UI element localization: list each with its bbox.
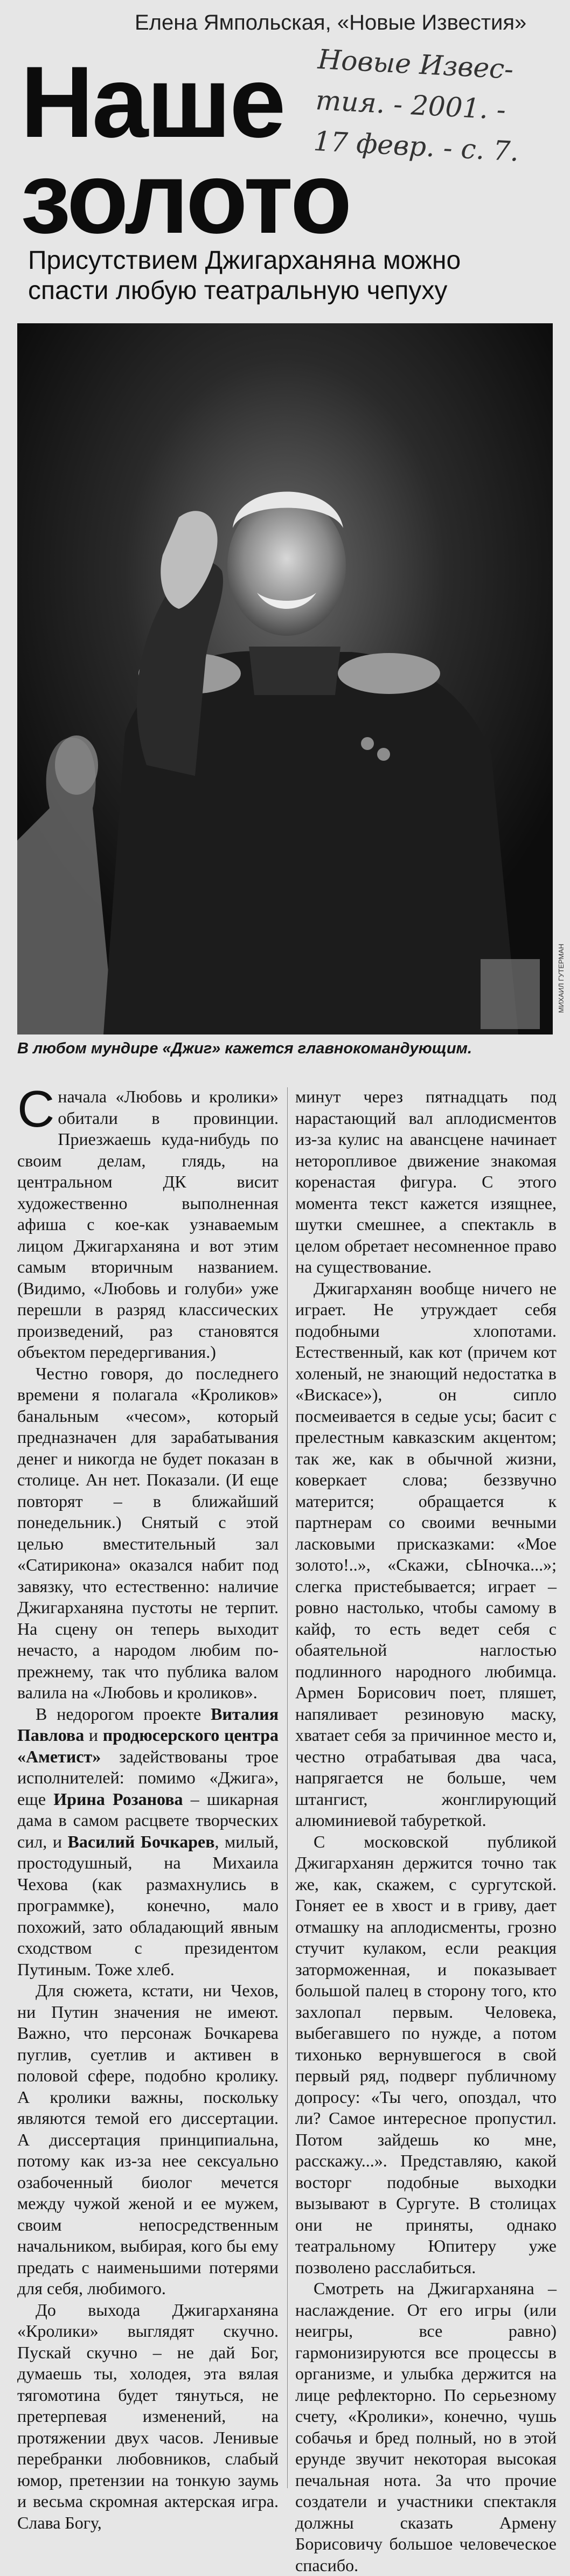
- bold-name: продюсерского центра «Аметист»: [17, 1725, 279, 1766]
- paragraph: До выхода Джигарханяна «Кролики» выглядят скучно. Пускай скучно – не дай Бог, думаешь ты, холодея, эта вялая тягомотина будет тянуться, не претерпевая изменений, на протяжении двух часов. Ленивые перебранки любовников, слабый юмор, претензии на тонкую заумь и весьма скромная актерская игра. Слава Богу,: [17, 2300, 279, 2532]
- paragraph-text: В недорогом проекте: [36, 1704, 211, 1724]
- subheadline: Присутствием Джигарханяна можно спасти любую театральную чепуху: [28, 246, 461, 305]
- drop-cap: С: [17, 1080, 55, 1138]
- bold-name: Ирина Розанова: [53, 1789, 183, 1809]
- byline: Елена Ямпольская, «Новые Известия»: [135, 11, 527, 34]
- article-column-left: [17, 1080, 279, 2532]
- paragraph-text: – шикарная дама в самом расцвете творческих сил, и: [17, 1789, 279, 1851]
- headline-line-2: золото: [20, 141, 351, 254]
- bold-name: Василий Бочкарев: [67, 1831, 215, 1851]
- paragraph: [17, 1704, 279, 1981]
- paragraph: минут через пятнадцать под нарастающий вал аплодисментов из-за кулис на авансцене начинает неторопливое движение знакомая коренастая фигура. С этого момента текст кажется изящнее, шутки смешнее, а спектакль в целом обретает несомненное право на существование.: [295, 1087, 557, 1276]
- column-divider: [287, 1087, 288, 2488]
- paragraph: С московской публикой Джигарханян держится точно так же, как, скажем, с сургутской. Гоняет ее в хвост и в гриву, дает отмашку на аплодисменты, грозно стучит кулаком, если реакция заторможенная, и показывает большой палец в сторону того, кто захлопал первым. Человека, выбегавшего по нужде, а потом тихонько вернувшегося в свой первый ряд, подверг публичному допросу: «Ты чего, опоздал, что ли? Самое интересное пропустил. Потом зайдешь ко мне, расскажу...». Представляю, какой восторг подобные выходки вызывают в Сургуте. В столицах они не приняты, однако театральному Юпитеру уже позволено расслабиться.: [295, 1831, 557, 2277]
- paragraph: Джигарханян вообще ничего не играет. Не утруждает себя подобными хлопотами. Естественный, как кот (причем кот холеный, не знающий недостатка в «Вискасе»), он сипло посмеивается в седые усы; басит с прелестным кавказским акцентом; так же, как в обычной жизни, коверкает слова; беззвучно матерится; обращается к партнерам со своими вечными ласковыми присказками: «Мое золото!..», «Скажи, сЫночка...»; слегка пристебывается; играет – ровно настолько, чтобы самому в кайф, то есть ведет себя с обаятельной наглостью подлинного народного любимца. Армен Борисович поет, пляшет, напяливает резиновую маску, хватает себя за причинное место и, честно отрабатывая два часа, напрягается не больше, чем штангист, жонглирующий алюминиевой табуреткой.: [295, 1278, 557, 1830]
- paragraph: [17, 1080, 279, 1363]
- paragraph: Смотреть на Джигарханяна – наслаждение. От его игры (или неигры, все равно) гармонизируются все процессы в организме, и улыбка держится на лице рефлекторно. По серьезному счету, «Кролики», конечно, чушь собачья и бред полный, но в этой ерунде звучит некоторая высокая печальная нота. За что прочие создатели и участники спектакля должны сказать Армену Борисовичу большое человеческое спасибо.: [295, 2279, 557, 2575]
- handwritten-note-line-1: Новые Извес-: [317, 43, 515, 85]
- handwritten-note-line-3: 17 февр. - с. 7.: [312, 125, 520, 168]
- article-photo: [17, 323, 553, 1034]
- paragraph-text: и: [84, 1725, 103, 1745]
- paragraph-text: начала «Любовь и кролики» обитали в провинции. Приезжаешь куда-нибудь по своим делам, глядь, на центральном ДК висит художественно выполненная афиша с кое-как узнаваемым лицом Джигарханяна и вот этим самым вторичным названием. (Видимо, «Любовь и голуби» уже перешли в разряд классических произведений, раз становятся объектом передергивания.): [17, 1087, 279, 1362]
- article-column-right: [295, 1086, 557, 2575]
- photo-illustration: [17, 323, 553, 1034]
- paragraph: Для сюжета, кстати, ни Чехов, ни Путин значения не имеют. Важно, что персонаж Бочкарева пуглив, суетлив и активен в половой сфере, подобно кролику. А кролики важны, поскольку являются темой его диссертации. А диссертация принципиальна, потому как из-за нее сексуально озабоченный биолог мечется между чужой женой и ее мужем, своим непосредственным начальником, выбирая, кого бы ему предать с наименьшими потерями для себя, любимого.: [17, 1981, 279, 2298]
- handwritten-note: [312, 39, 561, 174]
- paragraph-text: задействованы трое исполнителей: помимо «Джига», еще: [17, 1746, 279, 1809]
- headline-line-1: Наше: [20, 45, 284, 158]
- headline: [20, 45, 351, 254]
- photo-credit: МИХАИЛ ГУТЕРМАН: [557, 943, 565, 1013]
- handwritten-note-line-2: тия. - 2001. -: [315, 84, 507, 126]
- photo-caption: В любом мундире «Джиг» кажется главнокомандующим.: [17, 1040, 472, 1057]
- paragraph-text: , милый, простодушный, на Михаила Чехова (как размахнулись в программке), конечно, мало похожий, зато обладающий явным сходством с президентом Путиным. Тоже хлеб.: [17, 1831, 279, 1979]
- paragraph: Честно говоря, до последнего времени я полагала «Кроликов» банальным «чесом», который предназначен для зарабатывания денег и никогда не будет показан в столице. Ан нет. Показали. (И еще повторят – в ближайший понедельник.) Снятый с этой целью вместительный зал «Сатирикона» оказался набит под завязку, что естественно: наличие Джигарханяна пустоты не терпит. На сцену он теперь выходит нечасто, а народом любим по-прежнему, так что публика валом валила на «Любовь и кроликов».: [17, 1363, 279, 1702]
- bold-name: Виталия Павлова: [17, 1704, 279, 1745]
